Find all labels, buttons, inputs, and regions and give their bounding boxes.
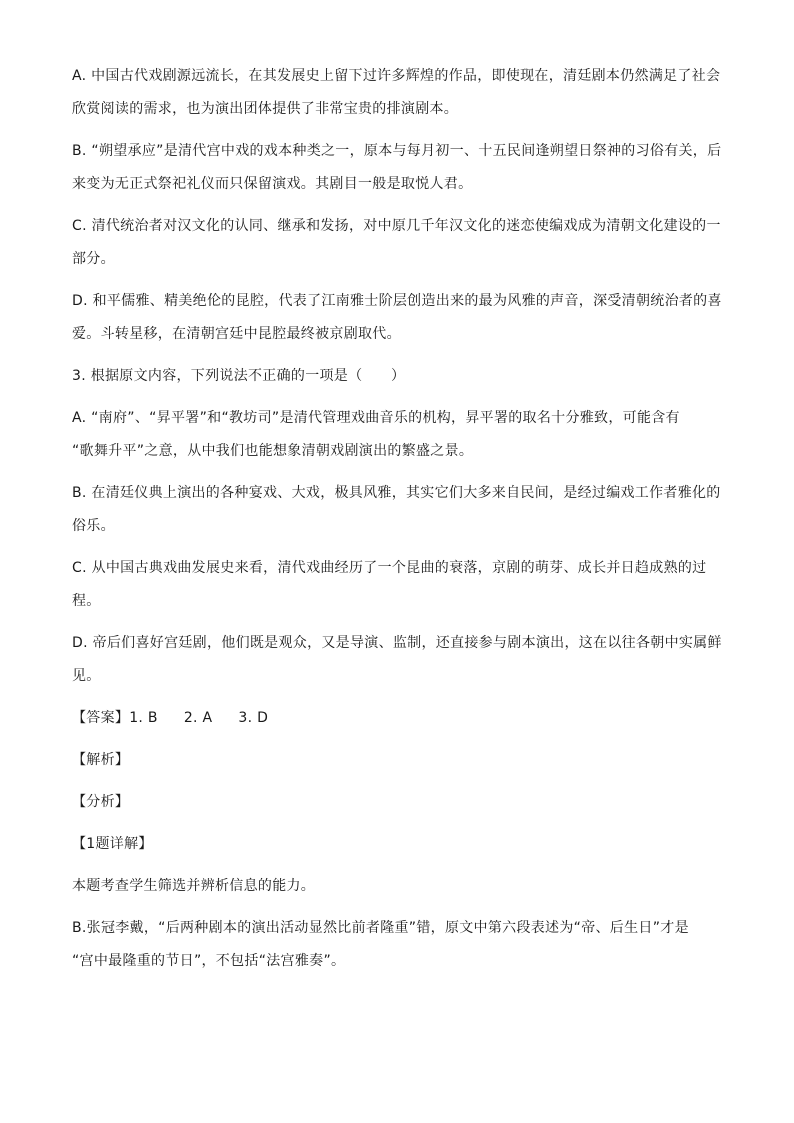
- answer-item-2: 2. A: [183, 710, 213, 726]
- q2-option-b-line-1: B. “朔望承应”是清代宫中戏的戏本种类之一，原本与每月初一、十五民间逢朔望日祭神的习俗有关，后: [72, 143, 722, 159]
- q1-detail-label: 【1题详解】: [72, 836, 153, 852]
- q3-stem: 3. 根据原文内容，下列说法不正确的一项是（ ）: [72, 368, 406, 384]
- q2-option-a-line-1: A. 中国古代戏剧源远流长，在其发展史上留下过许多辉煌的作品，即使现在，清廷剧本仍然满足了社会: [72, 68, 721, 84]
- q2-option-a: [72, 60, 722, 126]
- q2-option-a-line-2: 欣赏阅读的需求，也为演出团体提供了非常宝贵的排演剧本。: [72, 101, 459, 117]
- q1-detail-b-line-1: B.张冠李戴，“后两种剧本的演出活动显然比前者隆重”错，原文中第六段表述为“帝、后生日”才是: [72, 920, 689, 936]
- q3-option-d: [72, 627, 722, 693]
- q1-detail-intro: 本题考查学生筛选并辨析信息的能力。: [72, 878, 316, 894]
- q3-option-b: [72, 477, 722, 543]
- q2-option-c-line-1: C. 清代统治者对汉文化的认同、继承和发扬，对中原几千年汉文化的迷恋使编戏成为清朝文化建设的一: [72, 218, 721, 234]
- breakdown-label: 【分析】: [72, 794, 130, 810]
- q3-option-b-line-2: 俗乐。: [72, 518, 115, 534]
- analysis-label: 【解析】: [72, 752, 130, 768]
- answer-row: [72, 702, 722, 735]
- q2-option-c-line-2: 部分。: [72, 251, 115, 267]
- q1-detail-b: [72, 912, 722, 978]
- q3-option-a-line-2: “歌舞升平”之意，从中我们也能想象清朝戏剧演出的繁盛之景。: [72, 443, 474, 459]
- q3-option-b-line-1: B. 在清廷仪典上演出的各种宴戏、大戏，极具风雅，其实它们大多来自民间，是经过编戏工作者雅化的: [72, 485, 721, 501]
- q3-option-c-line-2: 程。: [72, 593, 101, 609]
- answer-item-3: 3. D: [238, 710, 269, 726]
- q2-option-d-line-2: 爱。斗转星移，在清朝宫廷中昆腔最终被京剧取代。: [72, 326, 401, 342]
- q2-option-d: [72, 285, 722, 351]
- q3-option-c: [72, 552, 722, 618]
- document-content: [72, 60, 722, 987]
- q2-option-b-line-2: 来变为无正式祭祀礼仪而只保留演戏。其剧目一般是取悦人君。: [72, 176, 473, 192]
- q2-option-c: [72, 210, 722, 276]
- q2-option-d-line-1: D. 和平儒雅、精美绝伦的昆腔，代表了江南雅士阶层创造出来的最为风雅的声音，深受清朝统治者的喜: [72, 293, 722, 309]
- q3-option-c-line-1: C. 从中国古典戏曲发展史来看，清代戏曲经历了一个昆曲的衰落，京剧的萌芽、成长并日趋成熟的过: [72, 560, 707, 576]
- q3-option-d-line-2: 见。: [72, 668, 101, 684]
- q1-detail-b-line-2: “宫中最隆重的节日”，不包括“法宫雅奏”。: [72, 953, 346, 969]
- q3-option-a-line-1: A. “南府”、“昇平署”和“教坊司”是清代管理戏曲音乐的机构，昇平署的取名十分雅致，可能含有: [72, 410, 680, 426]
- q3-option-a: [72, 402, 722, 468]
- q3-option-d-line-1: D. 帝后们喜好宫廷剧，他们既是观众，又是导演、监制，还直接参与剧本演出，这在以往各朝中实属鲜: [72, 635, 722, 651]
- answer-item-1: 1. B: [129, 710, 158, 726]
- q2-option-b: [72, 135, 722, 201]
- answer-label: 【答案】: [72, 710, 130, 726]
